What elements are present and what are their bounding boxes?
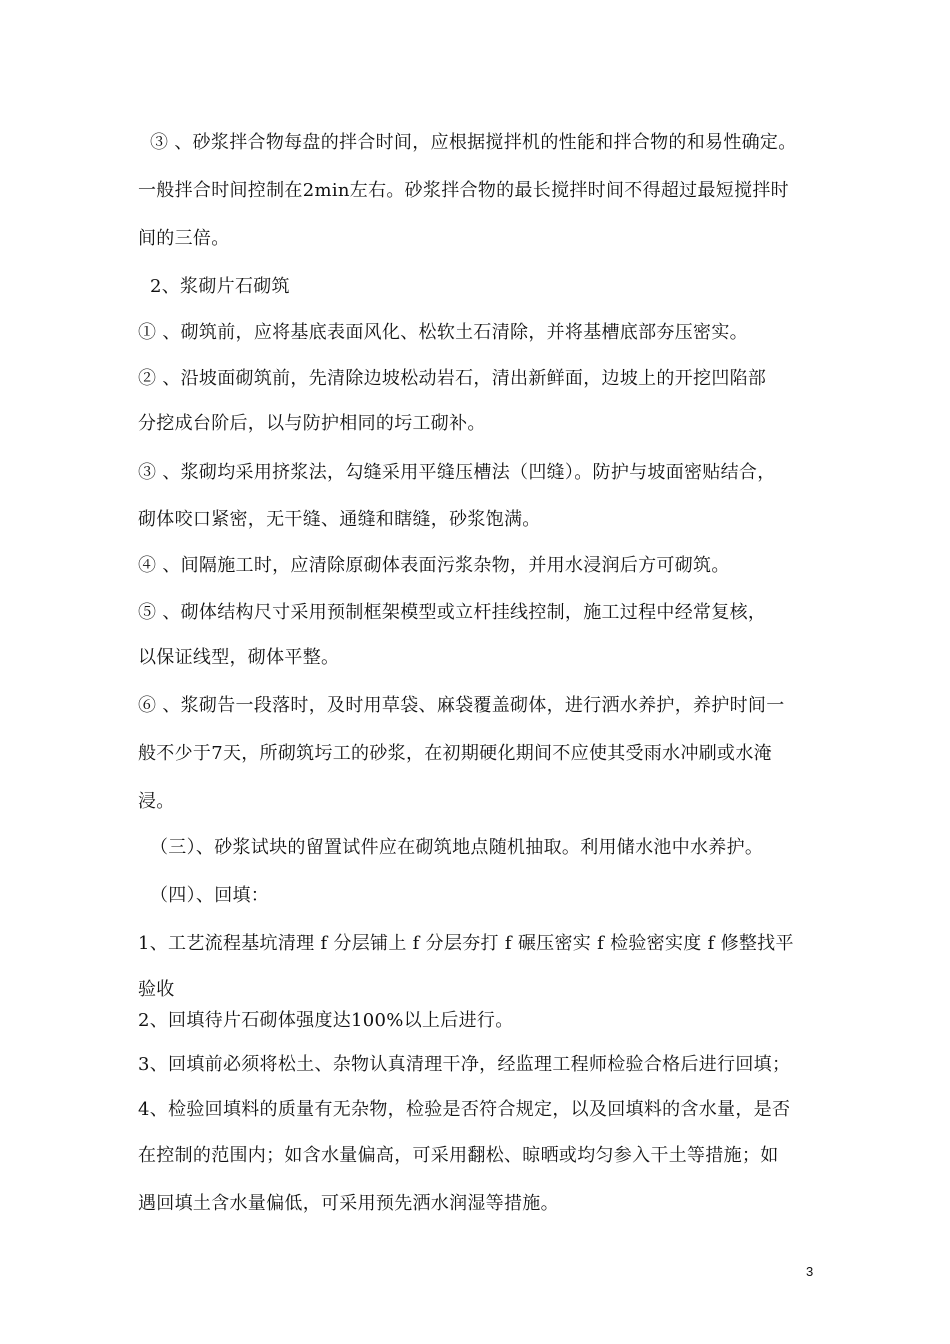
paragraph-line: 砌体咬口紧密，无干缝、通缝和瞎缝，砂浆饱满。 — [138, 509, 541, 530]
paragraph-line: 分挖成台阶后，以与防护相同的圬工砌补。 — [138, 413, 486, 434]
paragraph-line: ④ 、间隔施工时，应清除原砌体表面污浆杂物，并用水浸润后方可砌筑。 — [138, 555, 730, 576]
paragraph-line: ③ 、砂浆拌合物每盘的拌合时间，应根据搅拌机的性能和拌合物的和易性确定。 — [150, 132, 797, 153]
paragraph-line: 以保证线型，砌体平整。 — [138, 647, 340, 668]
paragraph-line: 1、工艺流程基坑清理 f 分层铺上 f 分层夯打 f 碾压密实 f 检验密实度 f 修整找平 — [138, 933, 794, 954]
paragraph-line: ⑤ 、砌体结构尺寸采用预制框架模型或立杆挂线控制，施工过程中经常复核， — [138, 602, 767, 623]
paragraph-line: 浸。 — [138, 791, 175, 812]
paragraph-line: 在控制的范围内；如含水量偏高，可采用翻松、晾晒或均匀参入干土等措施；如 — [138, 1145, 779, 1166]
paragraph-line: 一般拌合时间控制在2min左右。砂浆拌合物的最长搅拌时间不得超过最短搅拌时 — [138, 180, 789, 201]
paragraph-line: 般不少于7天，所砌筑圬工的砂浆，在初期硬化期间不应使其受雨水冲刷或水淹 — [138, 743, 772, 764]
paragraph-line: ① 、砌筑前，应将基底表面风化、松软土石清除，并将基槽底部夯压密实。 — [138, 322, 748, 343]
paragraph-line: ⑥ 、浆砌告一段落时，及时用草袋、麻袋覆盖砌体，进行洒水养护，养护时间一 — [138, 695, 785, 716]
section-heading: 2、浆砌片石砌筑 — [150, 276, 290, 297]
page-number: 3 — [806, 1264, 814, 1279]
section-heading: （四）、回填： — [150, 885, 270, 906]
paragraph-line: 4、检验回填料的质量有无杂物，检验是否符合规定，以及回填料的含水量，是否 — [138, 1099, 791, 1120]
paragraph-line: 3、回填前必须将松土、杂物认真清理干净，经监理工程师检验合格后进行回填； — [138, 1054, 791, 1075]
paragraph-line: ③ 、浆砌均采用挤浆法，勾缝采用平缝压槽法（凹缝）。防护与坡面密贴结合， — [138, 462, 776, 483]
section-heading: （三）、砂浆试块的留置试件应在砌筑地点随机抽取。利用储水池中水养护。 — [150, 837, 764, 858]
paragraph-line: ② 、沿坡面砌筑前，先清除边坡松动岩石，清出新鲜面，边坡上的开挖凹陷部 — [138, 368, 767, 389]
paragraph-line: 间的三倍。 — [138, 228, 230, 249]
paragraph-line: 2、回填待片石砌体强度达100%以上后进行。 — [138, 1010, 514, 1031]
paragraph-line: 验收 — [138, 979, 175, 1000]
paragraph-line: 遇回填土含水量偏低，可采用预先洒水润湿等措施。 — [138, 1193, 559, 1214]
